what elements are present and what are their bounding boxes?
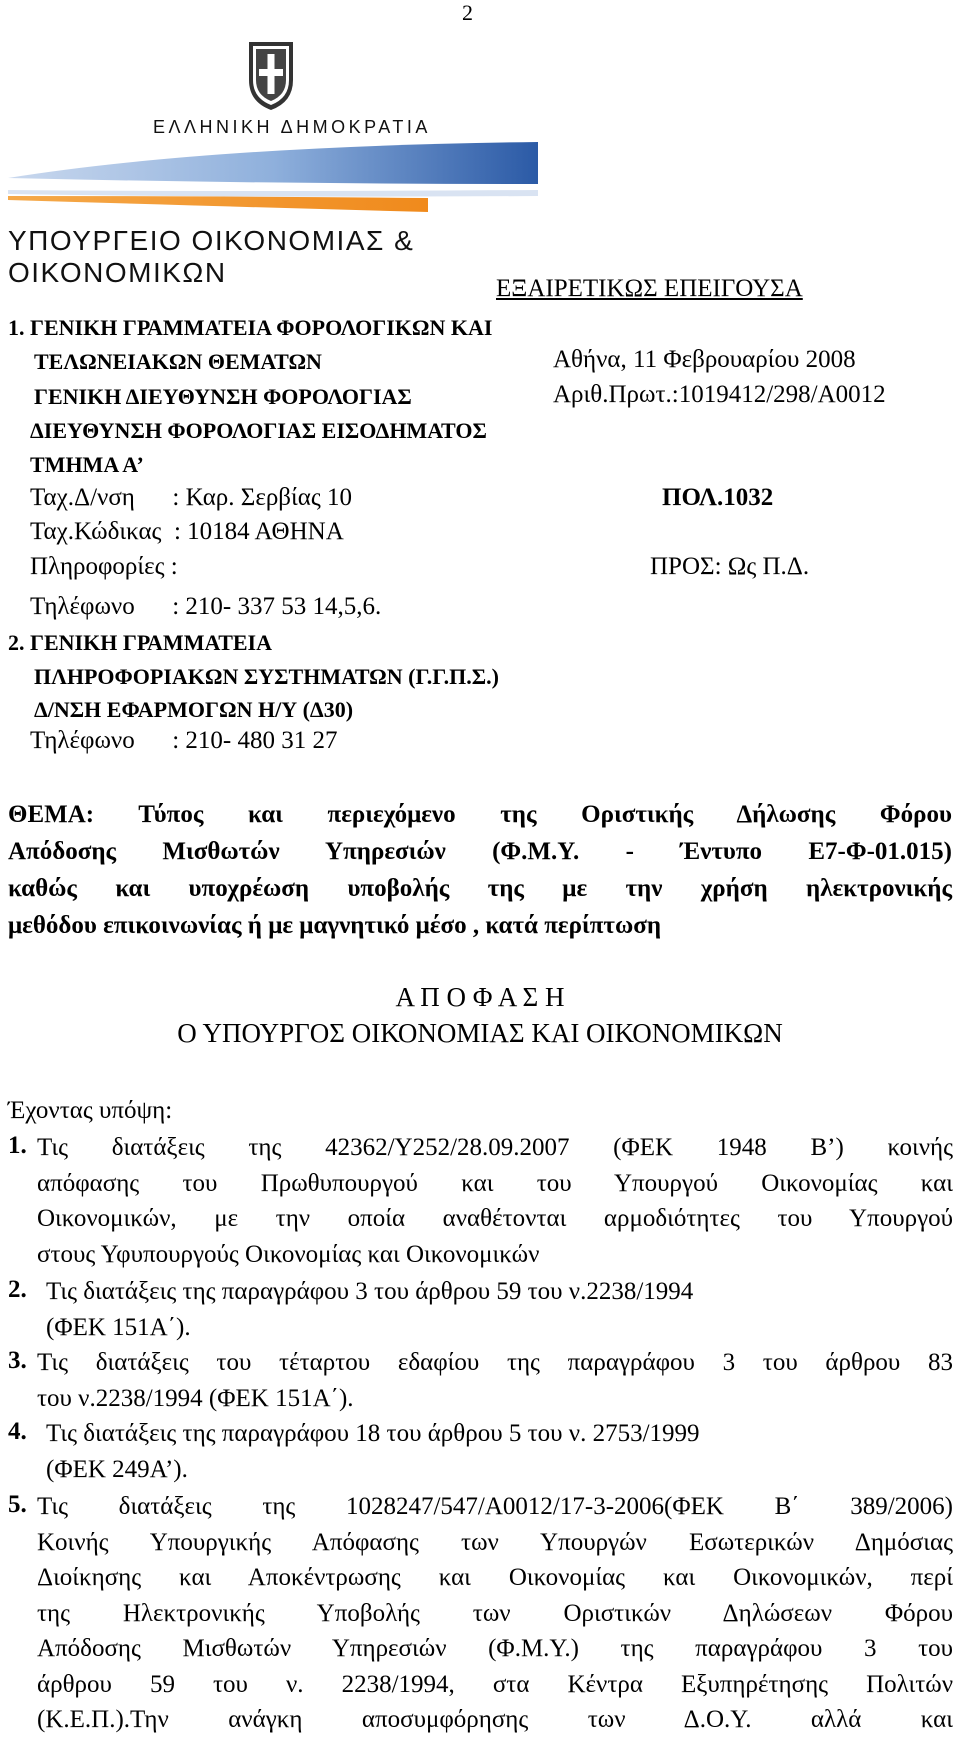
item-line: Οικονομικών, με την οποία αναθέτονται αρμοδιότητες του Υπουργού bbox=[37, 1205, 953, 1232]
recipient-line: ΠΡΟΣ: Ως Π.Δ. bbox=[650, 553, 810, 580]
item-line: (Κ.Ε.Π.).Την ανάγκη αποσυμφόρησης των Δ.Ο.Υ. αλλά και bbox=[37, 1706, 953, 1733]
subject-line-3: καθώς και υποχρέωση υποβολής της με την χρήση ηλεκτρονικής bbox=[8, 875, 952, 902]
item-number: 4. bbox=[8, 1418, 27, 1445]
subject-line-4: μεθόδου επικοινωνίας ή με μαγνητικό μέσο , κατά περίπτωση bbox=[8, 912, 662, 939]
protocol-number: Αριθ.Πρωτ.:1019412/298/Α0012 bbox=[553, 381, 886, 408]
item-4-text bbox=[46, 1416, 926, 1487]
sender2-line2: ΠΛΗΡΟΦΟΡΙΑΚΩΝ ΣΥΣΤΗΜΑΤΩΝ (Γ.Γ.Π.Σ.) bbox=[34, 664, 499, 689]
postal-code-line: Ταχ.Κώδικας : 10184 ΑΘΗΝΑ bbox=[30, 518, 344, 545]
sender2-line1: 2. ΓΕΝΙΚΗ ΓΡΑΜΜΑΤΕΙΑ bbox=[8, 630, 273, 655]
item-line: Τις διατάξεις του τέταρτου εδαφίου της παραγράφου 3 του άρθρου 83 bbox=[37, 1349, 953, 1376]
decision-title: Α Π Ο Φ Α Σ Η bbox=[395, 982, 565, 1012]
address-line: Ταχ.Δ/νση : Καρ. Σερβίας 10 bbox=[30, 484, 352, 511]
item-line: στους Υφυπουργούς Οικονομίας και Οικονομικών bbox=[37, 1240, 540, 1268]
item-number: 3. bbox=[8, 1347, 27, 1374]
pol-number: ΠΟΛ.1032 bbox=[662, 484, 774, 511]
page-number: 2 bbox=[462, 0, 473, 25]
item-line: (ΦΕΚ 151Α΄). bbox=[46, 1313, 191, 1341]
item-number: 2. bbox=[8, 1276, 27, 1303]
sender1-line3: ΓΕΝΙΚΗ ΔΙΕΥΘΥΝΣΗ ΦΟΡΟΛΟΓΙΑΣ bbox=[34, 384, 412, 409]
considering-label: Έχοντας υπόψη: bbox=[8, 1097, 173, 1124]
item-line: απόφασης του Πρωθυπουργού και του Υπουργού Οικονομίας και bbox=[37, 1169, 953, 1197]
item-1-text bbox=[37, 1130, 953, 1272]
sender1-line5: ΤΜΗΜΑ Α’ bbox=[30, 452, 144, 477]
subject-line-2: Απόδοσης Μισθωτών Υπηρεσιών (Φ.Μ.Υ. - Έντυπο Ε7-Φ-01.015) bbox=[8, 838, 952, 865]
item-5-text bbox=[37, 1489, 953, 1738]
item-3-text bbox=[37, 1345, 953, 1416]
item-line: της Ηλεκτρονικής Υποβολής των Οριστικών Δηλώσεων Φόρου bbox=[37, 1599, 953, 1627]
item-line: Τις διατάξεις της παραγράφου 3 του άρθρου 59 του ν.2238/1994 bbox=[46, 1278, 694, 1305]
coat-of-arms-icon bbox=[243, 40, 299, 112]
item-line: Κοινής Υπουργικής Απόφασης των Υπουργών Εσωτερικών Δημόσιας bbox=[37, 1528, 953, 1556]
info-line: Πληροφορίες : bbox=[30, 553, 178, 580]
item-number: 5. bbox=[8, 1491, 27, 1518]
document-date: Αθήνα, 11 Φεβρουαρίου 2008 bbox=[553, 346, 856, 373]
item-line: (ΦΕΚ 249Α’). bbox=[46, 1455, 188, 1483]
item-line: Τις διατάξεις της 1028247/547/Α0012/17-3-2006(ΦΕΚ Β΄ 389/2006) bbox=[37, 1493, 953, 1520]
item-line: άρθρου 59 του ν. 2238/1994, στα Κέντρα Εξυπηρέτησης Πολιτών bbox=[37, 1670, 953, 1698]
ministry-logo bbox=[8, 40, 538, 288]
item-line: Τις διατάξεις της παραγράφου 18 του άρθρου 5 του ν. 2753/1999 bbox=[46, 1420, 700, 1447]
item-number: 1. bbox=[8, 1132, 27, 1159]
sender1-line4: ΔΙΕΥΘΥΝΣΗ ΦΟΡΟΛΟΓΙΑΣ ΕΙΣΟΔΗΜΑΤΟΣ bbox=[30, 418, 487, 443]
item-2-text bbox=[46, 1274, 926, 1345]
item-line: του ν.2238/1994 (ΦΕΚ 151Α΄). bbox=[37, 1384, 354, 1412]
minister-title: Ο ΥΠΟΥΡΓΟΣ ΟΙΚΟΝΟΜΙΑΣ ΚΑΙ ΟΙΚΟΝΟΜΙΚΩΝ bbox=[177, 1018, 783, 1048]
item-line: Διοίκησης και Αποκέντρωσης και Οικονομίας και Οικονομικών, περί bbox=[37, 1564, 953, 1591]
phone-line-2: Τηλέφωνο : 210- 480 31 27 bbox=[30, 727, 338, 754]
ministry-label: ΥΠΟΥΡΓΕΙΟ ΟΙΚΟΝΟΜΙΑΣ & ΟΙΚΟΝΟΜΙΚΩΝ bbox=[8, 225, 415, 288]
subject-line-1: ΘΕΜΑ: Τύπος και περιεχόμενο της Οριστικής Δήλωσης Φόρου bbox=[8, 801, 952, 828]
phone-line-1: Τηλέφωνο : 210- 337 53 14,5,6. bbox=[30, 593, 382, 620]
sender2-line3: Δ/ΝΣΗ ΕΦΑΡΜΟΓΩΝ Η/Υ (Δ30) bbox=[34, 697, 354, 722]
sender1-line2: ΤΕΛΩΝΕΙΑΚΩΝ ΘΕΜΑΤΩΝ bbox=[34, 349, 322, 374]
sender1-line1: 1. ΓΕΝΙΚΗ ΓΡΑΜΜΑΤΕΙΑ ΦΟΡΟΛΟΓΙΚΩΝ ΚΑΙ bbox=[8, 315, 493, 340]
item-line: Απόδοσης Μισθωτών Υπηρεσιών (Φ.Μ.Υ.) της παραγράφου 3 του bbox=[37, 1635, 953, 1662]
logo-sweep-graphic bbox=[8, 138, 538, 228]
urgency-label: ΕΞΑΙΡΕΤΙΚΩΣ ΕΠΕΙΓΟΥΣΑ bbox=[496, 275, 803, 302]
item-line: Τις διατάξεις της 42362/Υ252/28.09.2007 (ΦΕΚ 1948 Β’) κοινής bbox=[37, 1134, 953, 1161]
republic-label: ΕΛΛΗΝΙΚΗ ΔΗΜΟΚΡΑΤΙΑ bbox=[153, 117, 431, 137]
